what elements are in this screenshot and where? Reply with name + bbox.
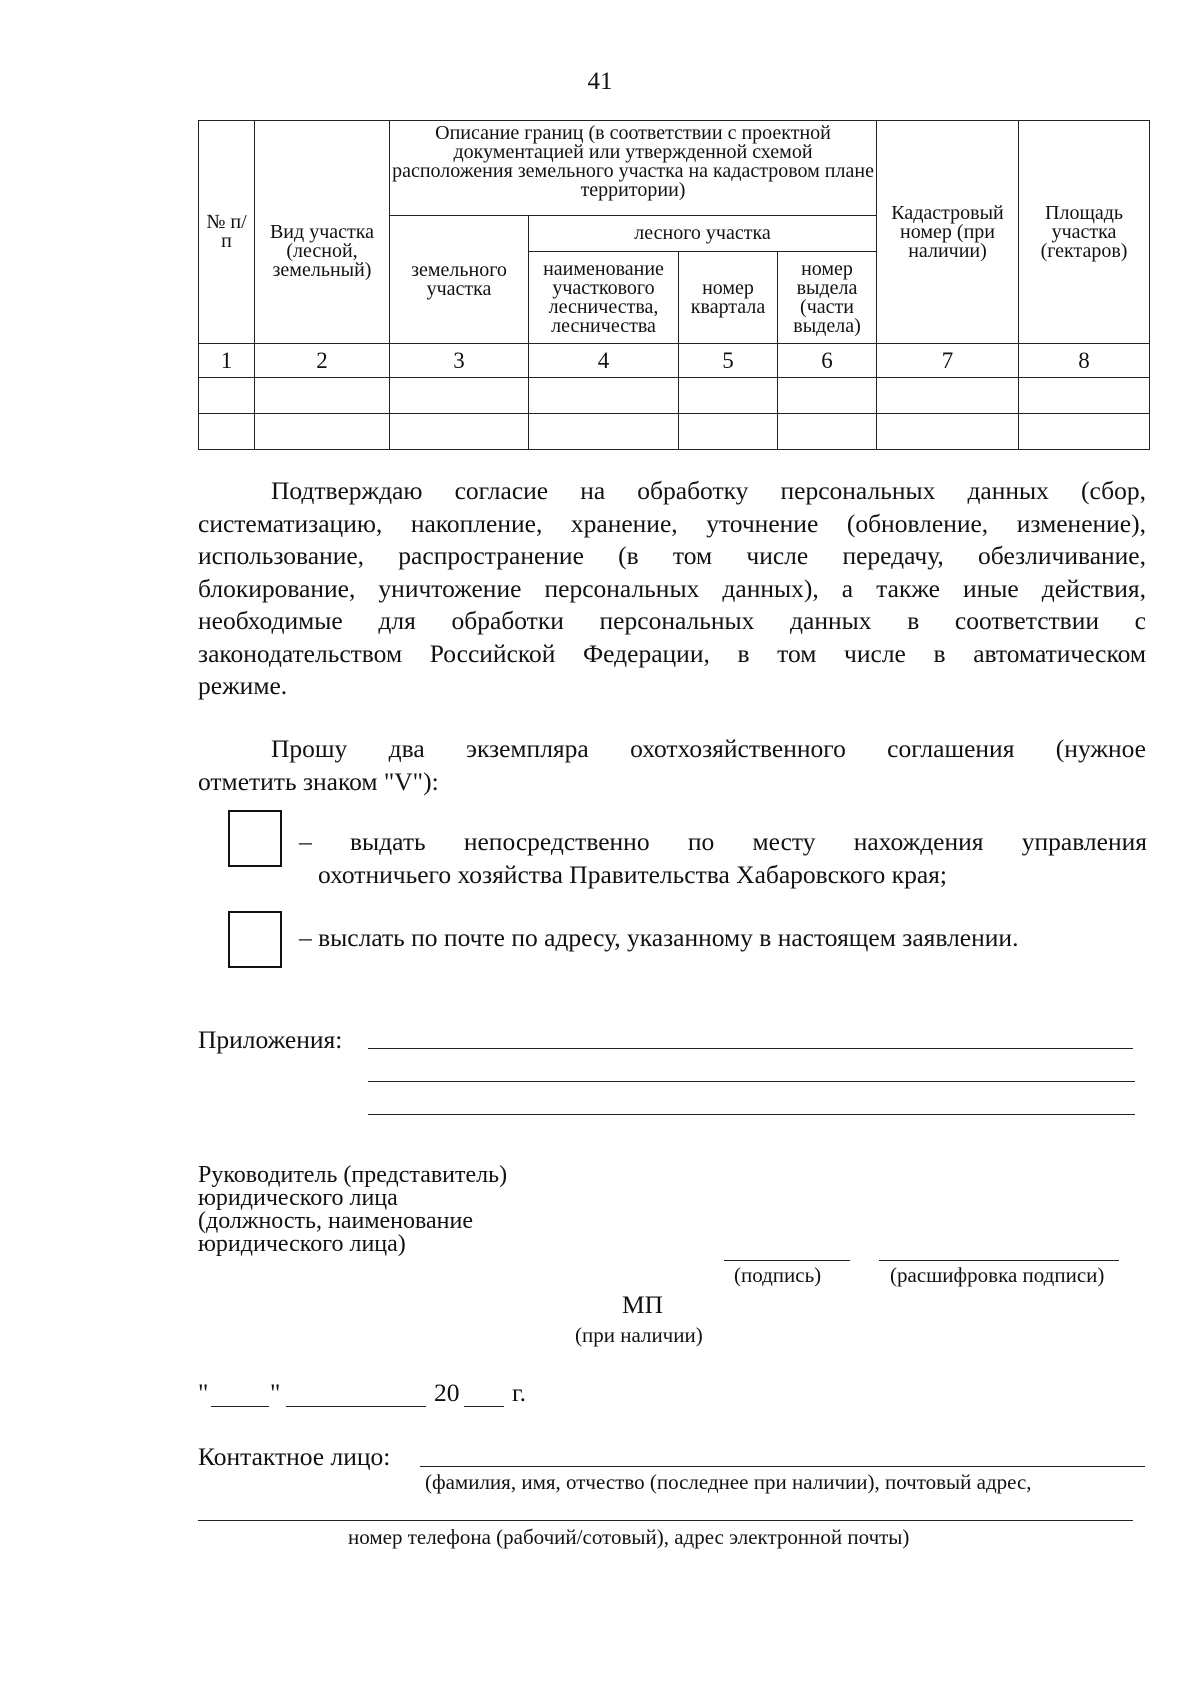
date-year-line[interactable] <box>464 1406 504 1407</box>
consent-line: Подтверждаю согласие на обработку персональных данных (сбор, <box>271 476 1146 505</box>
attachments-label: Приложения: <box>198 1025 343 1054</box>
signatory-line: юридического лица) <box>198 1231 406 1257</box>
table-cell[interactable] <box>199 414 255 450</box>
consent-line: необходимые для обработки персональных данных в соответствии с <box>198 606 1146 635</box>
column-index: 2 <box>255 344 390 378</box>
contact-caption: номер телефона (рабочий/сотовый), адрес электронной почты) <box>348 1525 910 1549</box>
table-cell[interactable] <box>679 414 778 450</box>
stamp-label: МП <box>622 1290 664 1319</box>
date-quote-open: " <box>198 1378 209 1407</box>
table-row <box>199 414 1150 450</box>
contact-line[interactable] <box>420 1466 1145 1467</box>
column-index: 7 <box>877 344 1019 378</box>
table-cell[interactable] <box>529 414 679 450</box>
signatory-line: юридического лица <box>198 1185 398 1211</box>
consent-line: систематизацию, накопление, хранение, уточнение (обновление, изменение), <box>198 508 1146 538</box>
table-cell[interactable] <box>679 378 778 414</box>
contact-line[interactable] <box>198 1520 1133 1521</box>
table-cell[interactable] <box>877 414 1019 450</box>
issue-in-person-text-line1: – выдать непосредственно по месту нахождения управления <box>299 827 1147 856</box>
table-cell[interactable] <box>390 378 529 414</box>
plots-table <box>198 120 1150 450</box>
contact-label: Контактное лицо: <box>198 1442 391 1471</box>
table-row <box>199 378 1150 414</box>
header-boundary-description: Описание границ (в соответствии с проектной документацией или утвержденной схемой расположения земельного участка на кадастровом плане территории) <box>390 121 877 216</box>
date-month-line[interactable] <box>286 1406 426 1407</box>
attachments-line[interactable] <box>368 1048 1133 1049</box>
column-index: 1 <box>199 344 255 378</box>
signatory-label <box>198 1164 507 1256</box>
consent-line: законодательством Российской Федерации, в том числе в автоматическом <box>198 638 1146 668</box>
page-number: 41 <box>587 68 613 95</box>
signature-line[interactable] <box>724 1260 850 1261</box>
date-day-line[interactable] <box>211 1406 269 1407</box>
request-paragraph <box>198 733 1146 798</box>
header-plot-type: Вид участка (лесной, земельный) <box>255 121 390 344</box>
date-year-prefix: 20 <box>434 1378 460 1407</box>
table-cell[interactable] <box>199 378 255 414</box>
signature-decode-caption: (расшифровка подписи) <box>890 1263 1105 1287</box>
table-cell[interactable] <box>1019 414 1150 450</box>
signature-caption: (подпись) <box>734 1263 822 1287</box>
issue-in-person-text-line2: охотничьего хозяйства Правительства Хабаровского края; <box>318 860 947 889</box>
consent-paragraph <box>198 475 1146 703</box>
signatory-line: (должность, наименование <box>198 1208 474 1234</box>
signature-decode-line[interactable] <box>879 1260 1119 1261</box>
date-quote-close: " <box>270 1378 281 1407</box>
table-cell[interactable] <box>1019 378 1150 414</box>
signatory-line: Руководитель (представитель) <box>198 1162 508 1188</box>
column-index: 8 <box>1019 344 1150 378</box>
header-vydel-number: номер выдела (части выдела) <box>778 252 877 344</box>
request-line: Прошу два экземпляра охотхозяйственного соглашения (нужное <box>271 734 1146 763</box>
header-area: Площадь участка (гектаров) <box>1019 121 1150 344</box>
consent-line: режиме. <box>198 671 288 700</box>
column-index: 5 <box>679 344 778 378</box>
header-quarter-number: номер квартала <box>679 252 778 344</box>
table-cell[interactable] <box>390 414 529 450</box>
send-by-mail-text: – выслать по почте по адресу, указанному в настоящем заявлении. <box>299 923 1019 952</box>
send-by-mail-checkbox[interactable] <box>228 911 282 968</box>
date-suffix: г. <box>512 1378 526 1407</box>
table-cell[interactable] <box>529 378 679 414</box>
attachments-line[interactable] <box>368 1081 1135 1082</box>
request-line: отметить знаком "V"): <box>198 766 439 796</box>
issue-in-person-checkbox[interactable] <box>228 810 282 867</box>
header-forestry-name: наименование участкового лесничества, лесничества <box>529 252 679 344</box>
consent-line: использование, распространение (в том числе передачу, обезличивание, <box>198 541 1146 570</box>
table-cell[interactable] <box>255 414 390 450</box>
table-cell[interactable] <box>778 378 877 414</box>
attachments-line[interactable] <box>368 1114 1135 1115</box>
contact-caption: (фамилия, имя, отчество (последнее при наличии), почтовый адрес, <box>425 1470 1032 1494</box>
table-cell[interactable] <box>877 378 1019 414</box>
column-index: 3 <box>390 344 529 378</box>
column-index: 6 <box>778 344 877 378</box>
header-forest-plot: лесного участка <box>529 216 877 252</box>
consent-line: блокирование, уничтожение персональных данных), а также иные действия, <box>198 573 1146 603</box>
header-cadastral-number: Кадастровый номер (при наличии) <box>877 121 1019 344</box>
table-cell[interactable] <box>778 414 877 450</box>
header-number: № п/п <box>199 121 255 344</box>
header-land-plot: земельного участка <box>390 216 529 344</box>
column-index: 4 <box>529 344 679 378</box>
stamp-note: (при наличии) <box>575 1323 703 1347</box>
table-cell[interactable] <box>255 378 390 414</box>
